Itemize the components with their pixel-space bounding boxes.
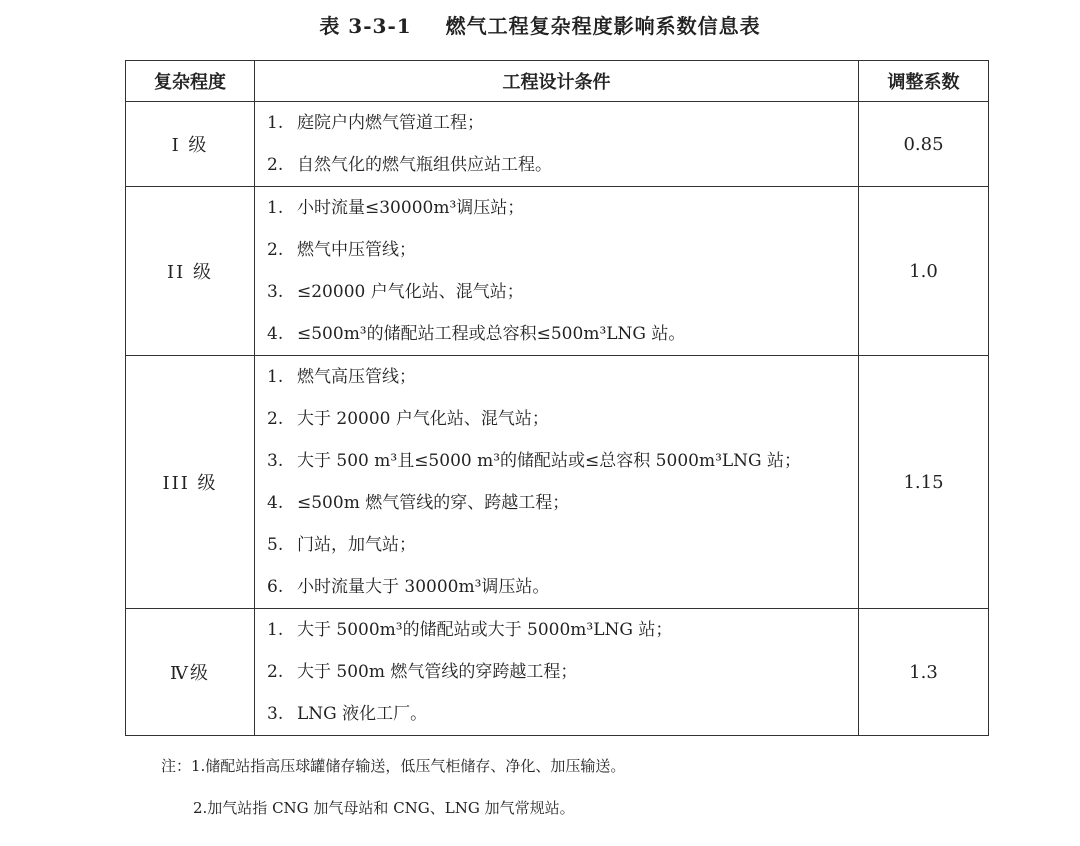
condition-number: 3. bbox=[267, 704, 284, 724]
conditions-cell bbox=[255, 609, 859, 736]
condition-text: ≤20000 户气化站、混气站； bbox=[297, 282, 524, 302]
conditions-cell bbox=[255, 102, 859, 187]
condition-item bbox=[267, 524, 858, 566]
adjustment-coefficient: 1.0 bbox=[859, 187, 989, 356]
conditions-cell bbox=[255, 187, 859, 356]
condition-number: 1. bbox=[267, 367, 284, 387]
complexity-level: I 级 bbox=[126, 102, 255, 187]
table-row bbox=[126, 356, 989, 609]
table-row bbox=[126, 187, 989, 356]
condition-item bbox=[267, 693, 858, 735]
condition-text: 大于 500m 燃气管线的穿跨越工程； bbox=[297, 662, 578, 682]
condition-number: 3. bbox=[267, 282, 284, 302]
conditions-cell bbox=[255, 356, 859, 609]
condition-text: 门站，加气站； bbox=[297, 535, 416, 555]
adjustment-coefficient: 1.15 bbox=[859, 356, 989, 609]
condition-item bbox=[267, 440, 858, 482]
condition-item bbox=[267, 609, 858, 651]
header-coefficient: 调整系数 bbox=[859, 61, 989, 102]
condition-number: 2. bbox=[267, 155, 284, 175]
table-number: 表 3-3-1 bbox=[319, 14, 412, 38]
header-row bbox=[126, 61, 989, 102]
condition-number: 3. bbox=[267, 451, 284, 471]
adjustment-coefficient: 1.3 bbox=[859, 609, 989, 736]
condition-text: 小时流量大于 30000m³调压站。 bbox=[297, 577, 550, 597]
condition-number: 1. bbox=[267, 620, 284, 640]
condition-text: 庭院户内燃气管道工程； bbox=[297, 113, 484, 133]
condition-item bbox=[267, 482, 858, 524]
complexity-level: II 级 bbox=[126, 187, 255, 356]
condition-item bbox=[267, 651, 858, 693]
header-complexity: 复杂程度 bbox=[126, 61, 255, 102]
condition-number: 4. bbox=[267, 493, 284, 513]
notes bbox=[161, 752, 625, 822]
complexity-level: III 级 bbox=[126, 356, 255, 609]
condition-number: 4. bbox=[267, 324, 284, 344]
note-1: 注：1.储配站指高压球罐储存输送，低压气柜储存、净化、加压输送。 bbox=[161, 757, 626, 775]
condition-text: ≤500m 燃气管线的穿、跨越工程； bbox=[297, 493, 570, 513]
condition-number: 2. bbox=[267, 240, 284, 260]
condition-item bbox=[267, 271, 858, 313]
note-2: 2.加气站指 CNG 加气母站和 CNG、LNG 加气常规站。 bbox=[193, 799, 575, 817]
condition-number: 1. bbox=[267, 113, 284, 133]
condition-item bbox=[267, 102, 858, 144]
coefficient-table bbox=[125, 60, 989, 736]
condition-text: 小时流量≤30000m³调压站； bbox=[297, 198, 525, 218]
table-title-text: 燃气工程复杂程度影响系数信息表 bbox=[445, 14, 761, 38]
adjustment-coefficient: 0.85 bbox=[859, 102, 989, 187]
condition-text: 燃气中压管线； bbox=[297, 240, 416, 260]
condition-item bbox=[267, 398, 858, 440]
condition-item bbox=[267, 229, 858, 271]
condition-text: LNG 液化工厂。 bbox=[297, 704, 428, 724]
condition-item bbox=[267, 356, 858, 398]
condition-text: 燃气高压管线； bbox=[297, 367, 416, 387]
condition-number: 5. bbox=[267, 535, 284, 555]
condition-number: 2. bbox=[267, 662, 284, 682]
condition-text: 大于 20000 户气化站、混气站； bbox=[297, 409, 549, 429]
header-conditions: 工程设计条件 bbox=[255, 61, 859, 102]
condition-number: 2. bbox=[267, 409, 284, 429]
condition-number: 6. bbox=[267, 577, 284, 597]
condition-item bbox=[267, 313, 858, 355]
condition-text: ≤500m³的储配站工程或总容积≤500m³LNG 站。 bbox=[297, 324, 686, 344]
condition-item bbox=[267, 566, 858, 608]
table-body bbox=[126, 102, 989, 736]
condition-text: 自然气化的燃气瓶组供应站工程。 bbox=[297, 155, 552, 175]
condition-item bbox=[267, 144, 858, 186]
table-row bbox=[126, 609, 989, 736]
table-title bbox=[0, 10, 1080, 39]
condition-number: 1. bbox=[267, 198, 284, 218]
complexity-level: Ⅳ级 bbox=[126, 609, 255, 736]
condition-text: 大于 500 m³且≤5000 m³的储配站或≤总容积 5000m³LNG 站； bbox=[297, 451, 802, 471]
condition-text: 大于 5000m³的储配站或大于 5000m³LNG 站； bbox=[297, 620, 673, 640]
table-row bbox=[126, 102, 989, 187]
condition-item bbox=[267, 187, 858, 229]
